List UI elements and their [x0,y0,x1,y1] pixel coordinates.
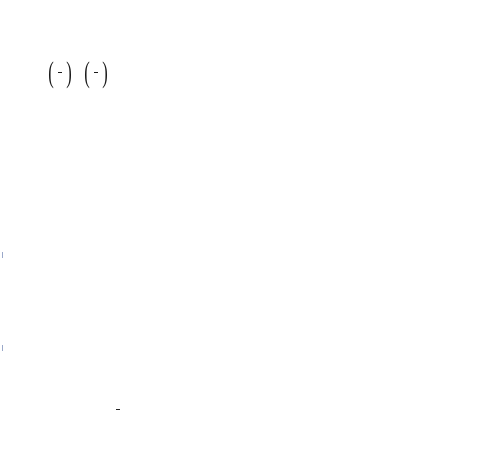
margin-mark [2,345,9,351]
equation-gw-score [38,56,110,90]
margin-mark [2,252,9,258]
eq1-paren-open-1: ( [48,56,54,89]
eq1-fraction-dis [58,71,62,75]
eq1-fraction-per [94,71,98,75]
equation-gwl [92,409,120,410]
eq1-paren-close-1: ) [66,56,72,89]
eq1-paren-close-2: ) [102,56,108,89]
eq1-paren-open-2: ( [84,56,90,89]
eq2-radicand [116,409,120,410]
eq2-sqrt [116,409,120,410]
